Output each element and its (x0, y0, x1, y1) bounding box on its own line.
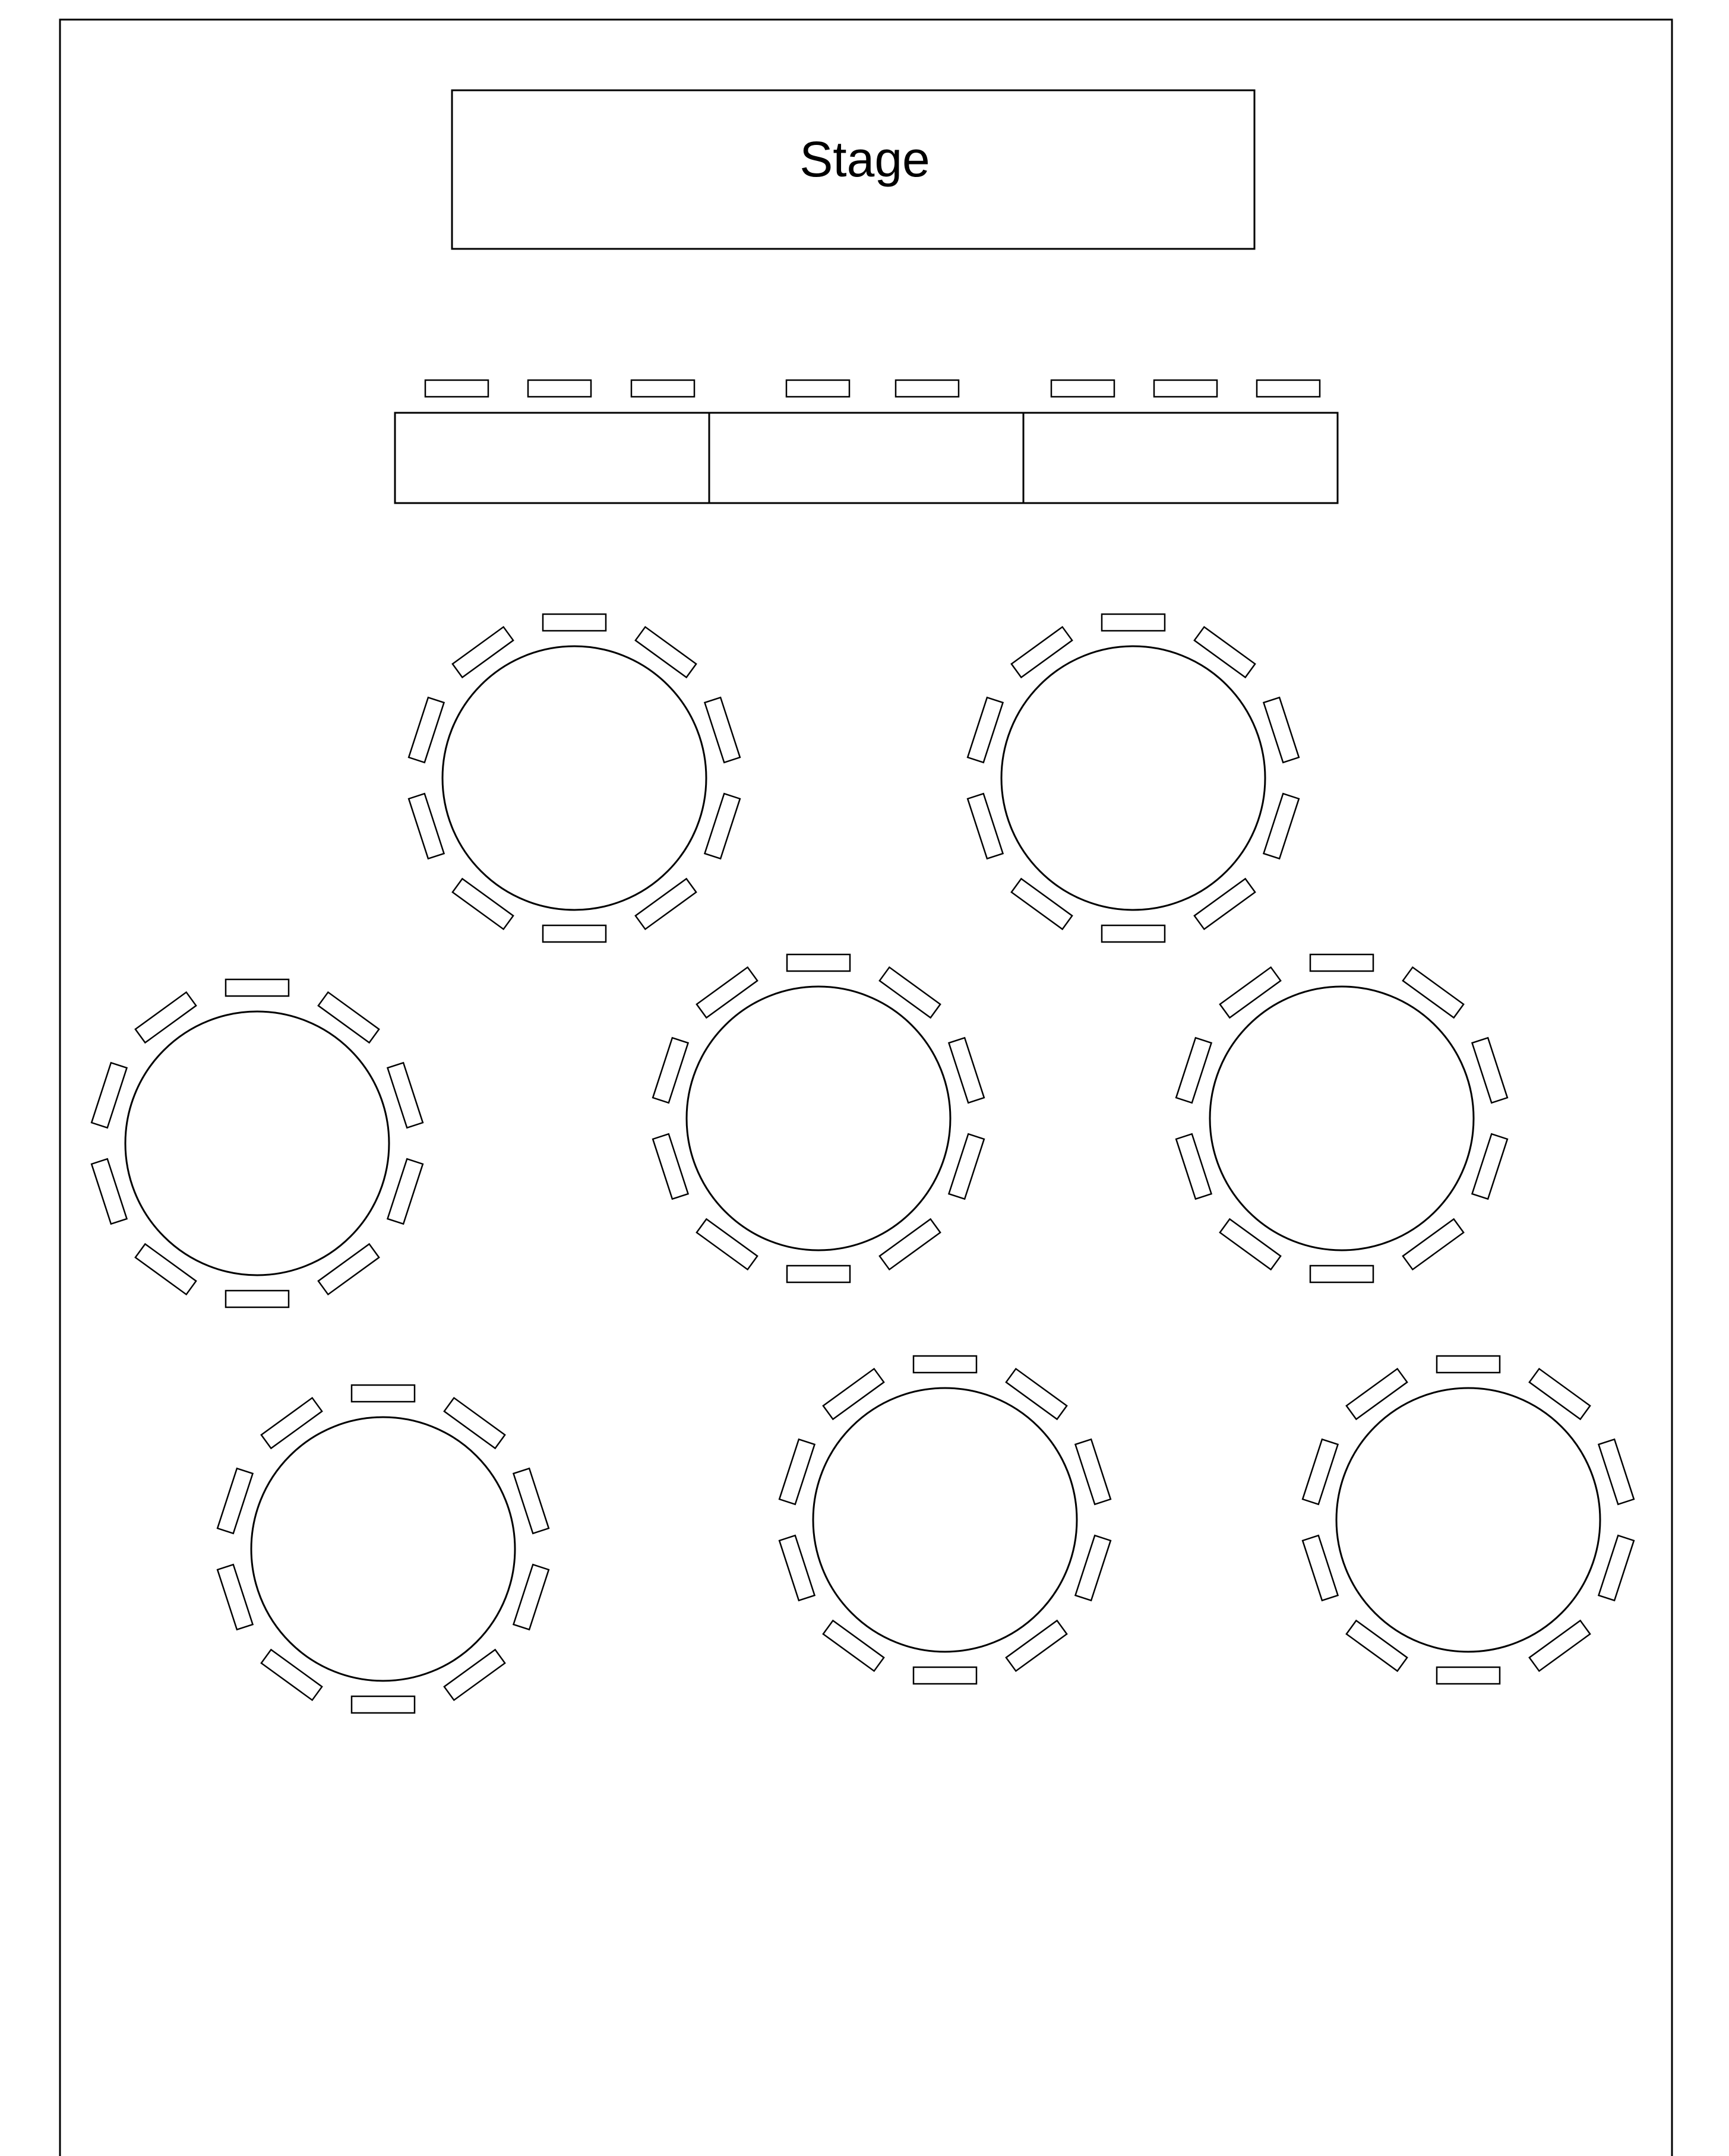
chair (226, 1291, 289, 1307)
chair (543, 614, 606, 631)
chair (409, 697, 444, 762)
chair (779, 1535, 814, 1600)
chair (1310, 954, 1373, 971)
chair (1346, 1620, 1407, 1671)
round-table-3 (91, 979, 423, 1307)
chair (226, 979, 289, 996)
chair (968, 697, 1003, 762)
head-chair (425, 380, 488, 397)
chair (135, 1244, 196, 1294)
room-boundary (60, 20, 1672, 2156)
round-tables (91, 614, 1634, 1713)
chair (1176, 1134, 1211, 1199)
round-table-2 (968, 614, 1299, 942)
round-table-5 (1176, 954, 1507, 1282)
chair (1303, 1439, 1338, 1504)
table-top (813, 1388, 1077, 1652)
chair (444, 1649, 505, 1700)
chair (1220, 1219, 1281, 1269)
head-chair (528, 380, 591, 397)
chair (1472, 1134, 1507, 1199)
head-chair (1051, 380, 1114, 397)
table-top (1210, 987, 1474, 1250)
chair (880, 968, 940, 1018)
chair (704, 697, 739, 762)
table-top (442, 646, 706, 910)
round-table-1 (409, 614, 740, 942)
head-chair (786, 380, 849, 397)
chair (914, 1356, 976, 1373)
chair (217, 1468, 252, 1533)
chair (1598, 1439, 1633, 1504)
chair (1176, 1038, 1211, 1102)
table-top (125, 1011, 389, 1275)
head-table-segment-right (1023, 413, 1338, 503)
chair (823, 1620, 884, 1671)
table-top (1001, 646, 1265, 910)
head-chair (1154, 380, 1217, 397)
chair (261, 1398, 322, 1449)
chair (1437, 1667, 1500, 1684)
chair (704, 794, 739, 858)
chair (787, 954, 850, 971)
chair (787, 1266, 850, 1282)
stage (452, 90, 1254, 249)
chair (261, 1649, 322, 1700)
chair (543, 925, 606, 942)
chair (453, 627, 513, 678)
chair (1263, 697, 1298, 762)
stage-label: Stage (799, 131, 930, 188)
chair (513, 1564, 548, 1629)
chair (409, 794, 444, 858)
chair (135, 992, 196, 1043)
chair (318, 992, 379, 1043)
chair (1403, 968, 1464, 1018)
head-chair (1257, 380, 1320, 397)
head-table-segment-left (395, 413, 709, 503)
chair (949, 1038, 984, 1102)
chair (1303, 1535, 1338, 1600)
chair (779, 1439, 814, 1504)
chair (653, 1134, 688, 1199)
chair (352, 1696, 415, 1713)
table-top (1336, 1388, 1600, 1652)
chair (697, 968, 757, 1018)
chair (1598, 1535, 1633, 1600)
chair (1194, 878, 1255, 929)
round-table-7 (779, 1356, 1111, 1684)
chair (823, 1369, 884, 1420)
chair (453, 878, 513, 929)
chair (444, 1398, 505, 1449)
chair (1194, 627, 1255, 678)
chair (1006, 1369, 1067, 1420)
chair (352, 1385, 415, 1402)
chair (1263, 794, 1298, 858)
chair (1012, 627, 1072, 678)
chair (1403, 1219, 1464, 1269)
chair (636, 627, 696, 678)
chair (1310, 1266, 1373, 1282)
chair (1529, 1620, 1590, 1671)
table-top (251, 1417, 515, 1681)
chair (387, 1159, 422, 1224)
head-chair (896, 380, 959, 397)
chair (1102, 925, 1165, 942)
chair (1075, 1535, 1110, 1600)
chair (91, 1063, 127, 1127)
chair (636, 878, 696, 929)
round-table-6 (217, 1385, 549, 1713)
chair (653, 1038, 688, 1102)
chair (91, 1159, 127, 1224)
chair (1220, 968, 1281, 1018)
chair (1529, 1369, 1590, 1420)
chair (949, 1134, 984, 1199)
chair (1437, 1356, 1500, 1373)
chair (697, 1219, 757, 1269)
chair (1102, 614, 1165, 631)
chair (1012, 878, 1072, 929)
chair (968, 794, 1003, 858)
head-table-segment-center (709, 413, 1023, 503)
head-chair (631, 380, 694, 397)
head-table (395, 380, 1338, 503)
chair (387, 1063, 422, 1127)
round-table-4 (653, 954, 984, 1282)
chair (217, 1564, 252, 1629)
chair (1006, 1620, 1067, 1671)
round-table-8 (1303, 1356, 1634, 1684)
chair (1346, 1369, 1407, 1420)
chair (318, 1244, 379, 1294)
chair (880, 1219, 940, 1269)
table-top (687, 987, 950, 1250)
chair (914, 1667, 976, 1684)
chair (513, 1468, 548, 1533)
head-table-chairs (425, 380, 1320, 397)
chair (1075, 1439, 1110, 1504)
chair (1472, 1038, 1507, 1102)
